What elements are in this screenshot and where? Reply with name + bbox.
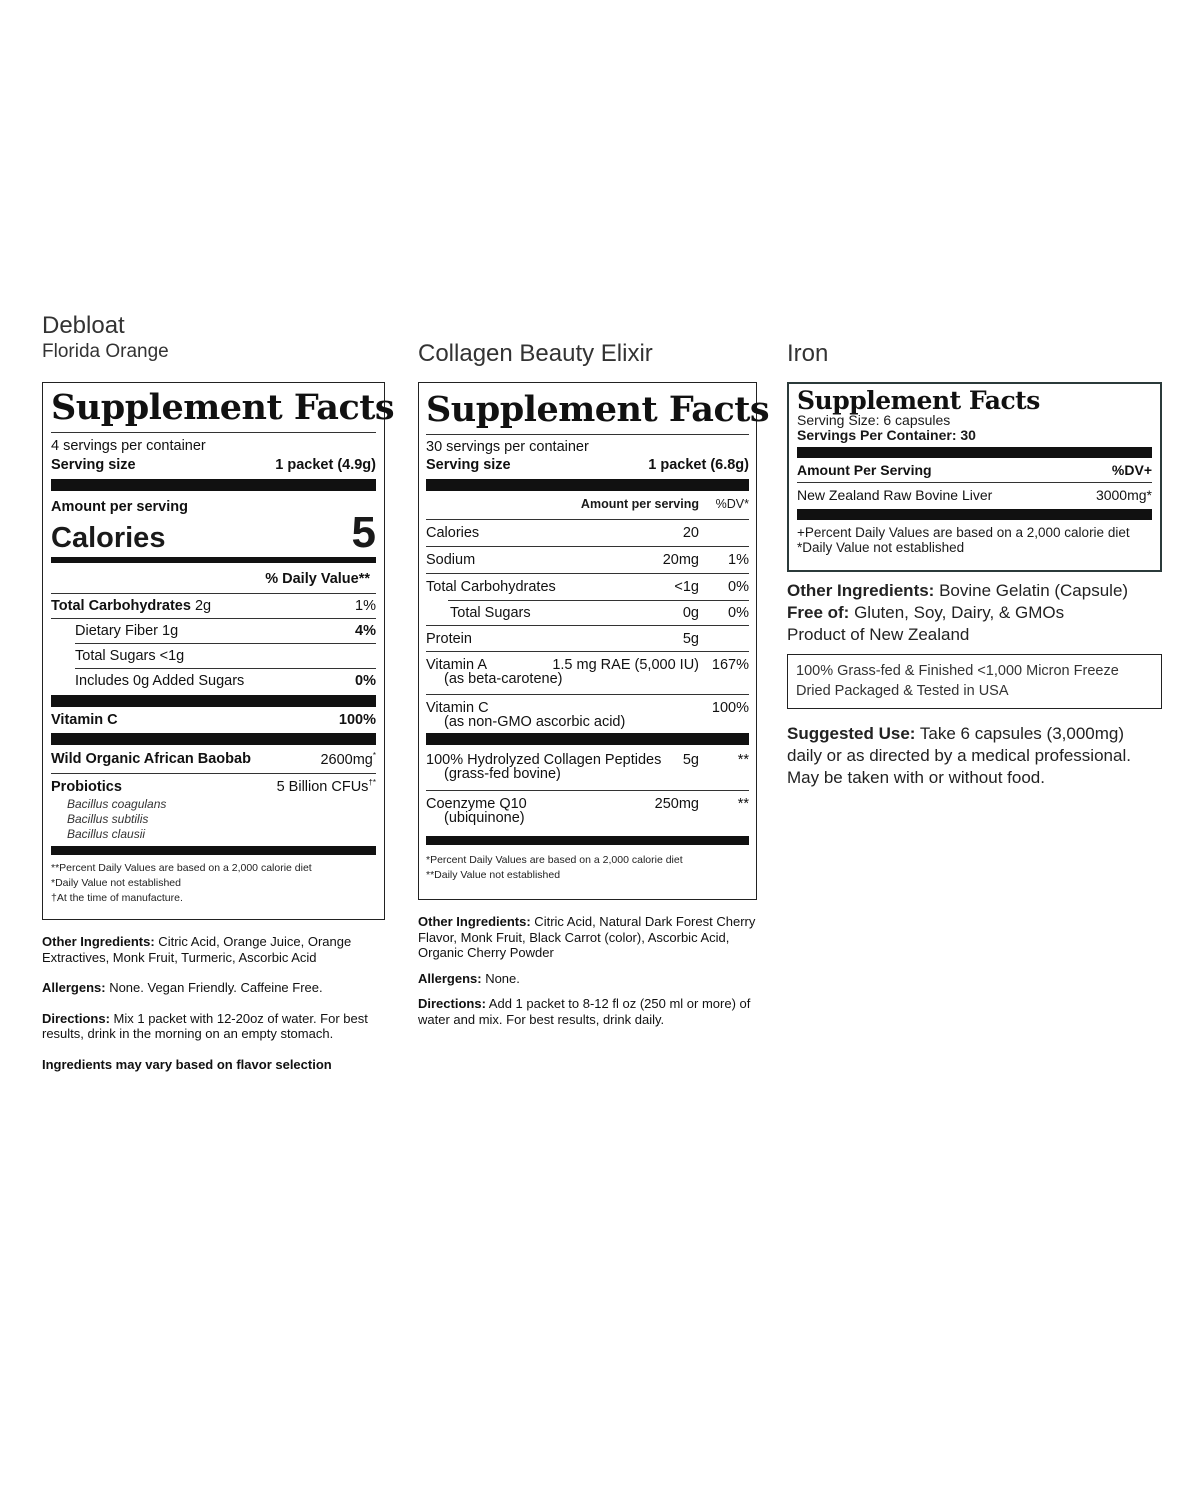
debloat-row-sugars bbox=[51, 644, 376, 668]
debloat-row-probiotics bbox=[51, 778, 376, 795]
collagen-row-vitamin-c: Vitamin C 100% (as non-GMO ascorbic acid) bbox=[426, 700, 749, 730]
debloat-probiotics-mark: †* bbox=[368, 778, 376, 787]
collagen-other-ingredients: Other Ingredients: Citric Acid, Natural Dark Forest Cherry Flavor, Monk Fruit, Black Carrot (color), Ascorbic Acid, Organic Cherry Powder bbox=[418, 914, 756, 960]
iron-free-of: Free of: Gluten, Soy, Dairy, & GMOs bbox=[787, 603, 1065, 622]
debloat-serving-size-value: 1 packet (4.9g) bbox=[275, 457, 376, 473]
debloat-strain-2: Bacillus subtilis bbox=[67, 811, 149, 826]
debloat-carbs-dv: 1% bbox=[355, 598, 376, 614]
collagen-row-vitamin-a: Vitamin A 1.5 mg RAE (5,000 IU) 167% (as beta-carotene) bbox=[426, 657, 749, 687]
iron-callout-box bbox=[787, 654, 1162, 709]
debloat-vitamin-c-dv: 100% bbox=[338, 712, 376, 728]
debloat-column bbox=[42, 312, 387, 364]
debloat-carbs-label: Total Carbohydrates bbox=[51, 598, 191, 614]
debloat-strain-1: Bacillus coagulans bbox=[67, 796, 167, 811]
collagen-row-peptides: 100% Hydrolyzed Collagen Peptides 5g ** (grass-fed bovine) bbox=[426, 752, 749, 782]
iron-notes bbox=[787, 580, 1162, 646]
collagen-supplement-facts-panel bbox=[418, 382, 770, 900]
iron-footnote-1: +Percent Daily Values are based on a 2,000 calorie diet bbox=[797, 525, 1130, 540]
collagen-footnote-1: *Percent Daily Values are based on a 2,000 calorie diet bbox=[426, 854, 683, 866]
debloat-daily-value-header: % Daily Value** bbox=[265, 571, 370, 587]
debloat-calories-value: 5 bbox=[351, 508, 376, 557]
debloat-footnote-1: **Percent Daily Values are based on a 2,000 calorie diet bbox=[51, 861, 312, 874]
debloat-title: Debloat bbox=[42, 312, 125, 339]
debloat-directions: Directions: Mix 1 packet with 12-20oz of water. For best results, drink in the morning on an empty stomach. bbox=[42, 1010, 368, 1041]
iron-dv-header: %DV+ bbox=[1111, 462, 1152, 478]
collagen-dv-header: %DV* bbox=[715, 497, 749, 511]
debloat-notes bbox=[42, 934, 382, 1072]
collagen-row-carbs: Total Carbohydrates <1g 0% bbox=[426, 579, 749, 595]
debloat-row-added-sugars bbox=[51, 669, 376, 693]
debloat-strain-3: Bacillus clausii bbox=[67, 826, 146, 841]
debloat-vitamin-c-label: Vitamin C bbox=[51, 712, 118, 728]
debloat-probiotics-amount: 5 Billion CFUs bbox=[276, 778, 369, 795]
collagen-row-coq10: Coenzyme Q10 250mg ** (ubiquinone) bbox=[426, 796, 749, 826]
collagen-serving-size-value: 1 packet (6.8g) bbox=[648, 457, 749, 473]
collagen-title: Collagen Beauty Elixir bbox=[418, 340, 653, 367]
collagen-allergens: Allergens: None. bbox=[418, 970, 520, 986]
collagen-facts-title: Supplement Facts bbox=[426, 389, 770, 430]
collagen-row-protein: Protein 5g bbox=[426, 630, 699, 647]
collagen-servings-per-container: 30 servings per container bbox=[426, 439, 589, 455]
debloat-probiotics-label: Probiotics bbox=[51, 778, 122, 795]
collagen-row-sugars: Total Sugars 0g 0% bbox=[450, 605, 749, 621]
iron-footnote-2: *Daily Value not established bbox=[797, 540, 965, 555]
debloat-baobab-label: Wild Organic African Baobab bbox=[51, 751, 251, 767]
debloat-row-carbs bbox=[51, 594, 376, 618]
iron-suggested-use: Suggested Use: Take 6 capsules (3,000mg) daily or as directed by a medical professional. May be taken with or without food. bbox=[787, 724, 1131, 787]
collagen-column bbox=[418, 340, 763, 368]
debloat-added-sugars-label: Includes 0g Added Sugars bbox=[75, 673, 245, 689]
iron-other-ingredients: Other Ingredients: Bovine Gelatin (Capsule) bbox=[787, 581, 1129, 600]
collagen-amount-header: Amount per serving bbox=[580, 497, 699, 511]
debloat-fiber-label: Dietary Fiber 1g bbox=[75, 623, 179, 639]
iron-column bbox=[787, 340, 1147, 368]
iron-supplement-facts-panel bbox=[787, 382, 1162, 572]
iron-origin: Product of New Zealand bbox=[787, 625, 970, 644]
iron-callout-text: 100% Grass-fed & Finished <1,000 Micron Freeze Dried Packaged & Tested in USA bbox=[796, 663, 1119, 699]
debloat-row-vitamin-c bbox=[51, 707, 376, 733]
debloat-baobab-amount: 2600mg bbox=[320, 751, 373, 768]
debloat-supplement-facts-panel bbox=[42, 382, 395, 920]
collagen-row-calories: Calories 20 bbox=[426, 525, 699, 541]
debloat-calories-label: Calories bbox=[51, 522, 166, 554]
debloat-subtitle: Florida Orange bbox=[42, 341, 169, 362]
debloat-facts-title: Supplement Facts bbox=[51, 387, 395, 428]
debloat-sugars-label: Total Sugars <1g bbox=[75, 648, 185, 664]
iron-serving-size: Serving Size: 6 capsules bbox=[797, 412, 951, 428]
debloat-baobab-mark: * bbox=[372, 750, 376, 760]
collagen-serving-size-label: Serving size bbox=[426, 457, 511, 473]
debloat-row-fiber bbox=[51, 619, 376, 643]
iron-title: Iron bbox=[787, 340, 829, 367]
debloat-allergens: Allergens: None. Vegan Friendly. Caffeine Free. bbox=[42, 980, 323, 995]
iron-row-liver: New Zealand Raw Bovine Liver 3000mg* bbox=[797, 487, 1152, 503]
iron-facts-title: Supplement Facts bbox=[797, 386, 1040, 415]
debloat-row-baobab bbox=[51, 745, 376, 773]
debloat-carbs-amount: 2g bbox=[194, 598, 212, 614]
collagen-notes bbox=[418, 914, 758, 1027]
debloat-fiber-dv: 4% bbox=[355, 623, 376, 639]
iron-servings-per-container: Servings Per Container: 30 bbox=[797, 427, 976, 443]
debloat-other-ingredients: Other Ingredients: Citric Acid, Orange Juice, Orange Extractives, Monk Fruit, Turmeric, Ascorbic Acid bbox=[42, 934, 352, 965]
debloat-disclaimer: Ingredients may vary based on flavor selection bbox=[42, 1056, 332, 1072]
collagen-directions: Directions: Add 1 packet to 8-12 fl oz (250 ml or more) of water and mix. For best results, drink daily. bbox=[418, 996, 751, 1027]
debloat-amount-per-serving: Amount per serving bbox=[51, 499, 188, 515]
debloat-serving-size-label: Serving size bbox=[51, 457, 136, 473]
collagen-footnote-2: **Daily Value not established bbox=[426, 869, 561, 881]
debloat-footnote-3: †At the time of manufacture. bbox=[51, 891, 183, 904]
iron-amount-header: Amount Per Serving bbox=[797, 462, 932, 478]
collagen-row-sodium: Sodium 20mg 1% bbox=[426, 552, 749, 568]
debloat-added-sugars-dv: 0% bbox=[355, 673, 376, 689]
debloat-servings-per-container: 4 servings per container bbox=[51, 438, 206, 454]
debloat-footnote-2: *Daily Value not established bbox=[51, 876, 181, 889]
